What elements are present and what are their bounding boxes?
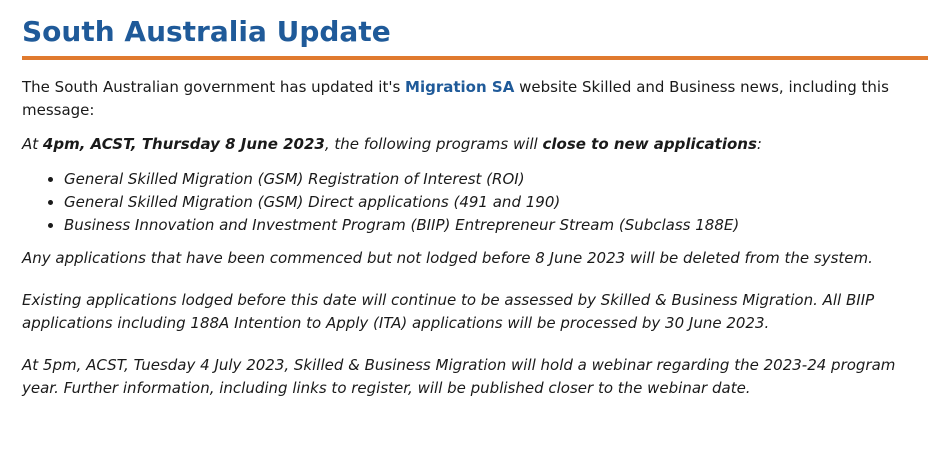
announcement-paragraph <box>22 133 921 156</box>
intro-paragraph <box>22 76 921 122</box>
announcement-at: At <box>22 135 43 153</box>
announcement-action: close to new applications <box>542 135 757 153</box>
page-title: South Australia Update <box>22 15 391 48</box>
migration-sa-link[interactable]: Migration SA <box>405 78 515 96</box>
announcement-datetime: 4pm, ACST, Thursday 8 June 2023 <box>42 135 325 153</box>
deleted-notice: Any applications that have been commenced but not lodged before 8 June 2023 will be deleted from the system. <box>22 249 873 267</box>
webinar-notice: At 5pm, ACST, Tuesday 4 July 2023, Skilled & Business Migration will hold a webinar regarding the 2023-24 program year. Further information, including links to register, will be published closer to the webinar date. <box>22 356 896 397</box>
existing-notice: Existing applications lodged before this date will continue to be assessed by Skilled & Business Migration. All BIIP applications including 188A Intention to Apply (ITA) applications will be processed by 30 June 2023. <box>22 291 875 332</box>
intro-text-end: website Skilled and Business news, including this message: <box>22 78 889 119</box>
title-divider <box>22 56 928 60</box>
announcement-middle: , the following programs will <box>324 135 543 153</box>
list-item: • Business Innovation and Investment Program (BIIP) Entrepreneur Stream (Subclass 188E) <box>64 214 921 237</box>
programs-list <box>22 168 921 237</box>
intro-text-start: The South Australian government has updated it's <box>22 78 406 96</box>
list-item: • General Skilled Migration (GSM) Registration of Interest (ROI) <box>64 168 921 191</box>
list-item: • General Skilled Migration (GSM) Direct applications (491 and 190) <box>64 191 921 214</box>
announcement-end: : <box>756 135 762 153</box>
